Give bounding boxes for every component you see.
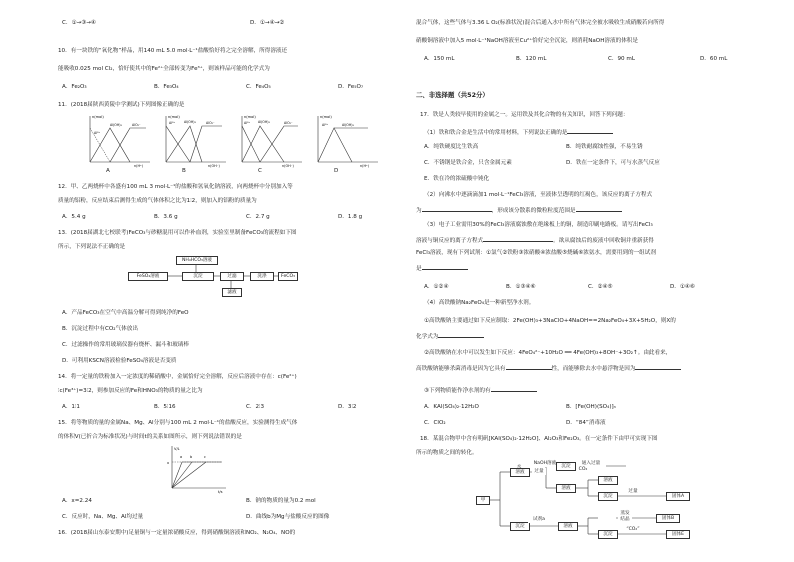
q17-part2-line2: 为 ，形成该分散系的微粒粒度范围是 — [416, 206, 622, 215]
q17-4-option-d: D．“84”消毒液 — [566, 420, 606, 426]
flow-nh4hco3: NH₄HCO₃溶液 — [176, 256, 218, 265]
q13-option-c: C．过滤操作的常用玻璃仪器有烧杯、漏斗和玻璃棒 — [62, 342, 189, 348]
flow-feso4: FeSO₄溶液 — [128, 272, 168, 281]
q11-d-sp1: Al³⁺ — [322, 123, 329, 127]
q16-option-c: C．90 mL — [608, 56, 635, 62]
q17-part3-line3: FeCl₃溶液，现有下列试剂：①氯气②铁粉③浓硝酸④浓盐酸⑤烧碱⑥浓氨水，需要用到的一组试剂 — [416, 250, 656, 256]
q11-a-sp3: AlO₂⁻ — [132, 123, 141, 127]
flow-solution1: 溶液 — [510, 468, 530, 477]
q17-part2-line1: （2）向沸水中逐滴滴加1 mol·L⁻¹FeCl₃溶液，至液体呈透明的红褐色，该反应的离子方程式 — [424, 192, 653, 198]
flow-filtrate: 滤液 — [222, 288, 242, 297]
q17-option-a: A．纯铁硬度比生铁高 — [424, 144, 479, 150]
q11-graph-c — [242, 115, 302, 168]
q17-4-option-b: B．[Fe(OH)(SO₄)]ₙ — [566, 404, 616, 410]
q15-curve-b: b — [190, 455, 193, 459]
q15-ylabel: V/L — [174, 447, 180, 451]
q17-option-e: E．铁在冷的浓硫酸中钝化 — [424, 176, 490, 182]
q17-part4-2-line1: ②高铁酸钠在水中可以发生如下反应：4FeO₄²⁻+10H₂O ══ 4Fe(OH)₃+8OH⁻+3O₂↑。由此看来， — [424, 350, 672, 356]
q17-part3-line1: （3）电子工业需用30%的FeCl₃溶液腐蚀敷在绝缘板上的铜，制造印刷电路板。请写出FeCl₃ — [424, 222, 653, 228]
q11-d-xlabel: n(H⁺) — [360, 164, 370, 168]
q13-option-d: D．可利用KSCN溶液检验FeSO₄溶液是否变质 — [62, 358, 177, 364]
q15-option-c: C．反应时，Na、Mg、Al均过量 — [62, 514, 144, 520]
q15-xlabel: t/s — [218, 490, 223, 494]
q15-line2: 的体积V(已折合为标准状况)与时间t的关系如图所示，则下列说法错误的是 — [58, 434, 242, 440]
q11-a-ylabel: n(mol) — [92, 115, 104, 119]
q12-option-b: B．3.6 g — [154, 214, 178, 220]
q11-graph-a — [90, 115, 150, 168]
q10-line2: 能吸收0.025 mol Cl₂，恰好使其中的Fe²⁺全部转变为Fe³⁺，则该样品可能的化学式为 — [58, 66, 270, 72]
q11-c-sp3: AlO₂⁻ — [284, 121, 293, 125]
q9-option-d: D．①→④→② — [250, 20, 285, 26]
flow-solid-e: 固体E — [666, 530, 690, 539]
q16-line3: 硝酸铜溶液中加入5 mol·L⁻¹NaOH溶液至Cu²⁺恰好完全沉淀，则消耗NaOH溶液的体积是 — [416, 38, 638, 44]
q11-a-sp2: Al(OH)₃ — [110, 123, 122, 127]
q15-line1: 15．将等物质的量的金属Na、Mg、Al分别与100 mL 2 mol·L⁻¹的盐酸反应，实验测得生成气体 — [58, 420, 298, 426]
flow-solution3: 溶液 — [558, 522, 578, 531]
q18-line1: 18．某混合物甲中含有明矾[KAl(SO₄)₂·12H₂O]、Al₂O₃和Fe₂O₃。在一定条件下由甲可实现下图 — [420, 436, 658, 442]
q11-d-sp2: Al(OH)₃ — [342, 123, 354, 127]
section-heading: 二、非选择题（共52分） — [416, 91, 489, 99]
q11-line1: 11．(2018届陕西黄陵中学测试)下列图像正确的是 — [58, 102, 185, 108]
q12-line1: 12．甲、乙两烧杯中各盛有100 mL 3 mol·L⁻¹的盐酸和氢氧化钠溶液，向两烧杯中分别加入等 — [58, 184, 293, 190]
q10-option-a: A．Fe₂O₃ — [62, 84, 87, 90]
q18-flowchart — [476, 460, 706, 548]
q17-3-option-c: C．②④⑤ — [588, 284, 613, 290]
q11-a-xlabel: n(H⁺) — [134, 164, 144, 168]
q16-option-a: A．150 mL — [424, 56, 455, 62]
q13-flowchart — [126, 254, 296, 300]
q11-c-ylabel: n(mol) — [244, 115, 256, 119]
flow-cryst: 结晶 — [618, 516, 632, 523]
flow-solid-a: 固体A — [666, 492, 690, 501]
q12-line2: 质量的铝粉，反应结束后测得生成的气体体积之比为1∶2，则加入的铝粉的质量为 — [58, 198, 257, 204]
q16-option-b: B．120 mL — [516, 56, 547, 62]
q13-line2: 所示，下列说法不正确的是 — [58, 244, 126, 250]
q15-curve-c: c — [204, 455, 206, 459]
q11-graph-d — [318, 115, 378, 168]
q11-label-b: B — [182, 168, 186, 174]
q15-option-d: D．曲线b为Mg与盐酸反应的图像 — [246, 514, 330, 520]
q17-part4: （4）高铁酸钠Na₂FeO₄是一种新型净水剂。 — [424, 300, 535, 306]
flow-solid-b: 固体B — [656, 514, 680, 523]
q11-label-d: D — [334, 168, 339, 174]
flow-precip2: 沉淀 — [556, 462, 576, 471]
q11-d-ylabel: n(mol) — [320, 115, 332, 119]
q15-option-b: B．钠的物质的量为0.2 mol — [246, 498, 316, 504]
q13-option-b: B．沉淀过程中有CO₂气体放出 — [62, 326, 138, 332]
flow-jia: 甲 — [476, 496, 490, 505]
flow-co2-quote: “CO₂” — [622, 526, 644, 533]
q11-b-sp2: Al(OH)₃ — [184, 120, 196, 124]
q14-option-b: B．5∶16 — [154, 404, 176, 410]
flow-precip1: 沉淀 — [510, 522, 530, 531]
flow-reagent-a: 试剂a — [528, 516, 550, 523]
q11-label-c: C — [258, 168, 262, 174]
flow-precip3: 沉淀 — [598, 492, 618, 501]
q11-graphs — [84, 112, 384, 168]
q18-line2: 所示的物质之间的转化。 — [416, 450, 478, 456]
q17-option-b: B．纯铁耐腐蚀性强，不易生锈 — [566, 144, 643, 150]
flow-solution4: 溶液 — [598, 476, 618, 485]
q11-label-a: A — [106, 168, 110, 174]
q14-option-d: D．3∶2 — [338, 404, 357, 410]
flow-feco3: FeCO₃ — [278, 272, 298, 281]
q15-ymark: x — [167, 461, 170, 465]
q11-c-sp1: Al³⁺ — [244, 121, 251, 125]
q16-line2: 混合气体，这些气体与3.36 L O₂(标准状况)混合后通入水中所有气体完全被水吸收生成硝酸若向所得 — [416, 20, 665, 26]
flow-precipitate: 沉淀 — [182, 272, 214, 281]
q16-line1: 16．(2018届山东泰安期中)足量铜与一定量浓硝酸反应，得到硝酸铜溶液和NO₂、N₂O₄、NO的 — [58, 530, 296, 536]
q12-option-a: A．5.4 g — [62, 214, 86, 220]
flow-evap: 蒸发 — [618, 510, 632, 517]
flow-excess2: 过量 — [626, 488, 640, 495]
q10-option-d: D．Fe₅O₇ — [338, 84, 364, 90]
q14-line1: 14．将一定量的铁粉加入一定浓度的稀硝酸中，金属恰好完全溶解，反应后溶液中存在：c(Fe²⁺) — [58, 374, 297, 380]
q11-b-ylabel: n(mol) — [168, 115, 180, 119]
q16-option-d: D．60 mL — [700, 56, 728, 62]
flow-co2-label: 通入过量 — [576, 460, 606, 467]
flow-wash: 洗涤 — [250, 272, 274, 281]
q12-option-d: D．1.8 g — [338, 214, 363, 220]
flow-filter: 过滤 — [220, 272, 244, 281]
q17-4-option-c: C．ClO₂ — [424, 420, 446, 426]
flow-excess1: 过量 — [532, 468, 546, 475]
q13-option-a: A．产品FeCO₃在空气中高温分解可得到纯净的FeO — [62, 310, 189, 316]
q17-part3-line2: 溶液与铜反应的离子方程式 。欲从腐蚀后的废液中回收铜并重新获得 — [416, 238, 654, 244]
q17-part4-1-line2: 化学式为 — [416, 332, 484, 341]
flow-naoh: NaOH溶液 — [533, 461, 557, 466]
flow-precip4: 沉淀 — [598, 530, 618, 539]
q14-option-c: C．2∶3 — [246, 404, 265, 410]
q11-c-sp2: Al(OH)₃ — [258, 120, 270, 124]
q11-b-xlabel: n(OH⁻) — [208, 164, 220, 168]
q15-graph — [162, 444, 232, 494]
q14-option-a: A．1∶1 — [62, 404, 80, 410]
q17-3-option-d: D．①④⑥ — [670, 284, 695, 290]
q17-3-option-b: B．①③④⑥ — [506, 284, 536, 290]
q11-c-xlabel: n(OH⁻) — [282, 164, 294, 168]
q10-option-c: C．Fe₄O₅ — [246, 84, 271, 90]
q15-curve-a: a — [180, 455, 183, 459]
q14-line2: ∶c(Fe³⁺)=3∶2，则参加反应的Fe和HNO₃的物质的量之比为 — [58, 388, 203, 394]
q13-line1: 13．(2018届湖北七校联考)FeCO₃与砂糖混用可以作补血剂，实验室里制备FeCO₃的流程如下图 — [58, 230, 297, 236]
q17-part4-2-line2: 高铁酸钠能够杀菌消毒是因为它具有 性，而能够除去水中悬浮物是因为 — [416, 364, 681, 373]
q12-option-c: C．2.7 g — [246, 214, 270, 220]
q11-graph-b — [166, 115, 226, 168]
q17-option-d: D．铁在一定条件下，可与水蒸气反应 — [566, 160, 660, 166]
q11-a-sp1: Al³⁺ — [94, 131, 101, 135]
q17-part4-1-line1: ①高铁酸钠主要通过如下反应制取：2Fe(OH)₃+3NaClO+4NaOH==2Na₂FeO₄+3X+5H₂O，则X的 — [424, 318, 676, 324]
q17-part3-line4: 是 — [416, 264, 468, 273]
q17-option-c: C．不锈钢是铁合金，只含金属元素 — [424, 160, 512, 166]
q11-b-sp3: AlO₂⁻ — [206, 121, 215, 125]
q10-line1: 10．有一块铁的“氧化物”样品，用140 mL 5.0 mol·L⁻¹盐酸恰好将之完全溶解，所得溶液还 — [58, 48, 288, 54]
flow-co2: CO₂ — [576, 466, 590, 473]
q10-option-b: B．Fe₃O₄ — [154, 84, 179, 90]
q17-3-option-a: A．①②④ — [424, 284, 449, 290]
flow-solution2: 溶液 — [556, 484, 576, 493]
q17-part4-3: ③下列物质能作净水剂的有 — [424, 386, 537, 395]
q17-4-option-a: A．KAl(SO₄)₂·12H₂O — [424, 404, 479, 410]
q9-option-c: C．①→③→④ — [62, 20, 96, 26]
q17-part1: （1）铁和铁合金是生活中的常用材料，下列说法正确的是 — [424, 128, 613, 137]
q15-option-a: A．x=2.24 — [62, 498, 92, 504]
q11-b-sp1: Al³⁺ — [169, 121, 176, 125]
q17-line1: 17．铁是人类较早使用的金属之一。运用铁及其化合物的有关知识，回答下列问题： — [420, 112, 629, 118]
